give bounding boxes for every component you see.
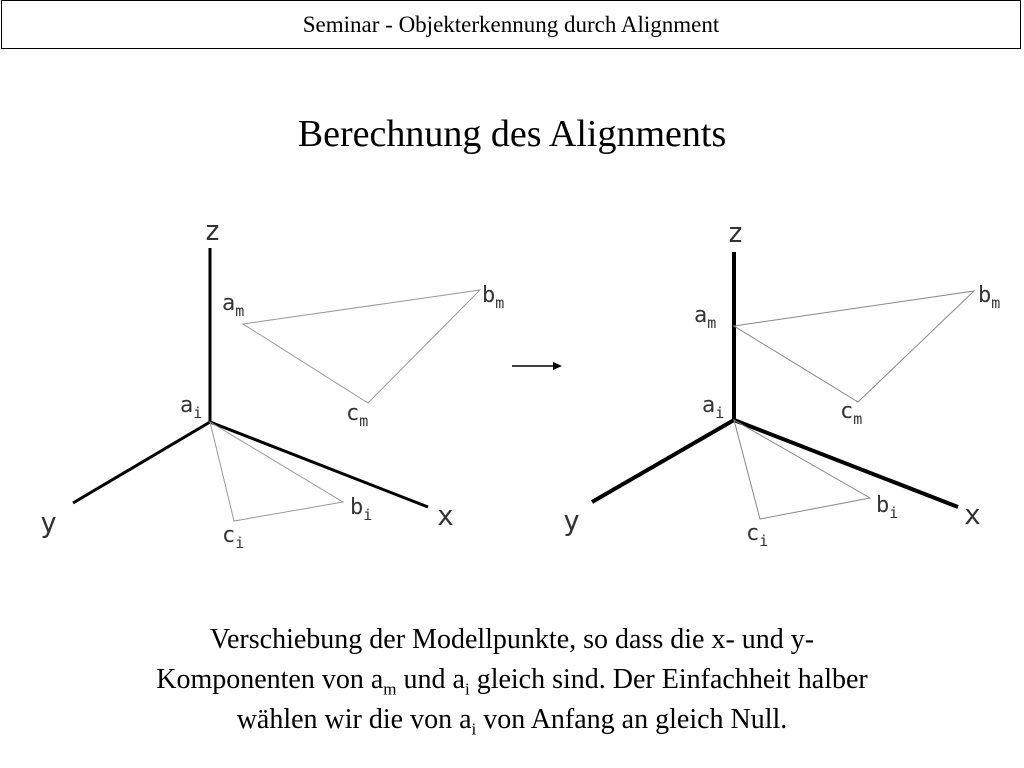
caption: [40, 620, 984, 740]
right-ci-label: $c_i$: [746, 521, 769, 550]
left-ci-label: $c_i$: [222, 523, 245, 552]
caption-line-3: wählen wir die von $a_i$ von Anfang an gleich Null.: [236, 704, 788, 739]
right-x-axis: [734, 420, 958, 507]
right-coordinate-system: [563, 216, 1000, 550]
left-model-triangle: [243, 290, 480, 403]
right-y-label: y: [563, 504, 580, 537]
left-x-axis: [210, 422, 428, 507]
caption-line-1: Verschiebung der Modellpunkte, so dass die x- und y-: [209, 624, 815, 655]
right-bi-label: $b_i$: [876, 493, 899, 522]
left-am-label: $a_m$: [222, 291, 245, 320]
right-bm-label: $b_m$: [978, 283, 1001, 312]
header-title: Seminar - Objekterkennung durch Alignment: [302, 11, 720, 37]
right-z-label: z: [727, 216, 744, 249]
slide-title: Berechnung des Alignments: [297, 113, 727, 155]
left-bm-label: $b_m$: [482, 283, 505, 312]
left-x-label: x: [437, 499, 454, 532]
left-y-label: y: [40, 506, 57, 539]
left-bi-label: $b_i$: [350, 495, 373, 524]
left-cm-label: $c_m$: [346, 401, 369, 430]
right-image-triangle: [734, 420, 870, 519]
caption-line-2: Komponenten von $a_m$ und $a_i$ gleich sind. Der Einfachheit halber: [156, 664, 868, 699]
left-coordinate-system: [40, 214, 504, 552]
right-x-label: x: [964, 498, 981, 531]
left-z-label: z: [204, 214, 221, 247]
left-ai-label: $a_i$: [180, 393, 203, 422]
left-image-triangle: [210, 422, 343, 521]
right-ai-label: $a_i$: [702, 393, 725, 422]
left-y-axis: [73, 422, 210, 503]
right-cm-label: $c_m$: [840, 399, 863, 428]
right-am-label: $a_m$: [694, 303, 717, 332]
transform-arrow: [512, 362, 562, 370]
right-model-triangle: [734, 291, 974, 402]
right-y-axis: [592, 420, 734, 502]
